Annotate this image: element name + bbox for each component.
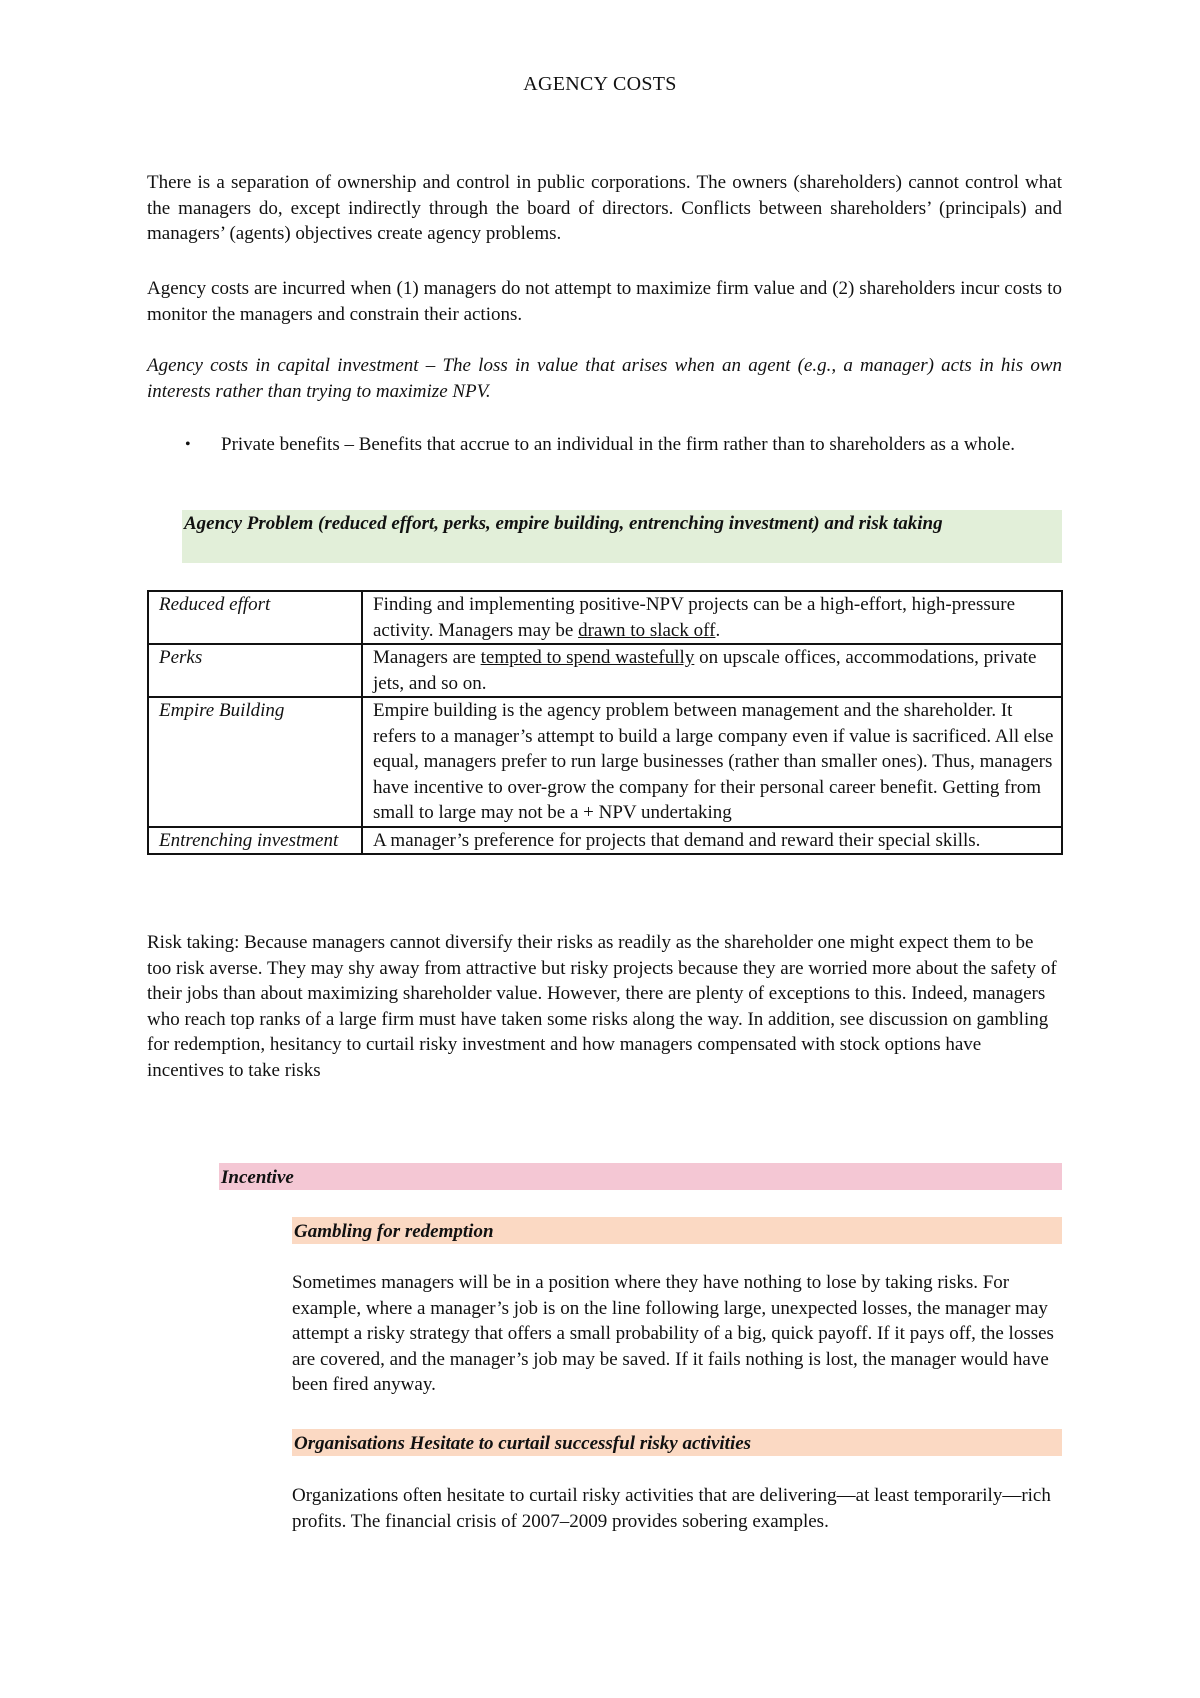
desc-text-after: on upscale offices, accommodations, private jets, and so on. [373, 647, 1037, 694]
desc-underlined-text: tempted to spend wastefully [480, 647, 695, 668]
desc-text: Finding and implementing positive-NPV projects can be a high-effort, high-pressure activity. Managers may be [373, 594, 1016, 641]
table-term-cell: Reduced effort [148, 591, 362, 644]
gambling-heading: Gambling for redemption [292, 1217, 1062, 1244]
desc-text: Managers are [373, 647, 481, 668]
desc-text-after: . [715, 619, 721, 641]
table-row [148, 591, 1062, 644]
intro-paragraph: There is a separation of ownership and control in public corporations. The owners (shareholders) cannot control what the managers do, except indirectly through the board of directors. Conflicts between shareholders’ (principals) and managers’ (agents) objectives create agency problems. [147, 172, 1062, 244]
agency-problem-table [147, 590, 1063, 855]
table-row [148, 644, 1062, 697]
table-description-cell [362, 697, 1062, 827]
page-title: AGENCY COSTS [523, 73, 677, 95]
agency-problem-heading: Agency Problem (reduced effort, perks, empire building, entrenching investment) and risk taking [182, 510, 1062, 563]
table-term-cell: Empire Building [148, 697, 362, 827]
table-row [148, 827, 1062, 855]
table-term-cell: Perks [148, 644, 362, 697]
incentive-heading: Incentive [219, 1163, 1062, 1190]
bullet-icon: • [185, 436, 191, 453]
hesitate-heading: Organisations Hesitate to curtail successful risky activities [292, 1429, 1062, 1456]
capital-investment-paragraph: Agency costs in capital investment – The loss in value that arises when an agent (e.g., a manager) acts in his own interests rather than trying to maximize NPV. [147, 355, 1062, 402]
hesitate-paragraph: Organizations often hesitate to curtail risky activities that are delivering—at least temporarily—rich profits. The financial crisis of 2007–2009 provides sobering examples. [292, 1485, 1051, 1532]
table-description-cell [362, 591, 1062, 644]
gambling-paragraph: Sometimes managers will be in a position where they have nothing to lose by taking risks. For example, where a manager’s job is on the line following large, unexpected losses, the manager may attempt a risky strategy that offers a small probability of a big, quick payoff. If it pays off, the losses are covered, and the manager’s job may be saved. If it fails nothing is lost, the manager would have been fired anyway. [292, 1272, 1054, 1395]
table-term-cell: Entrenching investment [148, 827, 362, 855]
desc-text: A manager’s preference for projects that demand and reward their special skills. [373, 829, 981, 851]
table-description-cell [362, 644, 1062, 697]
agency-costs-paragraph: Agency costs are incurred when (1) managers do not attempt to maximize firm value and (2) shareholders incur costs to monitor the managers and constrain their actions. [147, 278, 1062, 325]
table-description-cell [362, 827, 1062, 855]
risk-taking-paragraph: Risk taking: Because managers cannot diversify their risks as readily as the shareholder one might expect them to be too risk averse. They may shy away from attractive but risky projects because they are worried more about the safety of their jobs than about maximizing shareholder value. However, there are plenty of exceptions to this. Indeed, managers who reach top ranks of a large firm must have taken some risks along the way. In addition, see discussion on gambling for redemption, hesitancy to curtail risky investment and how managers compensated with stock options have incentives to take risks [147, 932, 1057, 1081]
bullet-text: Private benefits – Benefits that accrue to an individual in the firm rather than to shareholders as a whole. [221, 434, 1016, 455]
desc-underlined-text: drawn to slack off [578, 619, 716, 641]
table-row [148, 697, 1062, 827]
desc-text: Empire building is the agency problem between management and the shareholder. It refers to a manager’s attempt to build a large company even if value is sacrificed. All else equal, managers prefer to run large businesses (rather than smaller ones). Thus, managers have incentive to over-grow the company for their personal career benefit. Getting from small to large may not be a + NPV undertaking [373, 700, 1054, 823]
